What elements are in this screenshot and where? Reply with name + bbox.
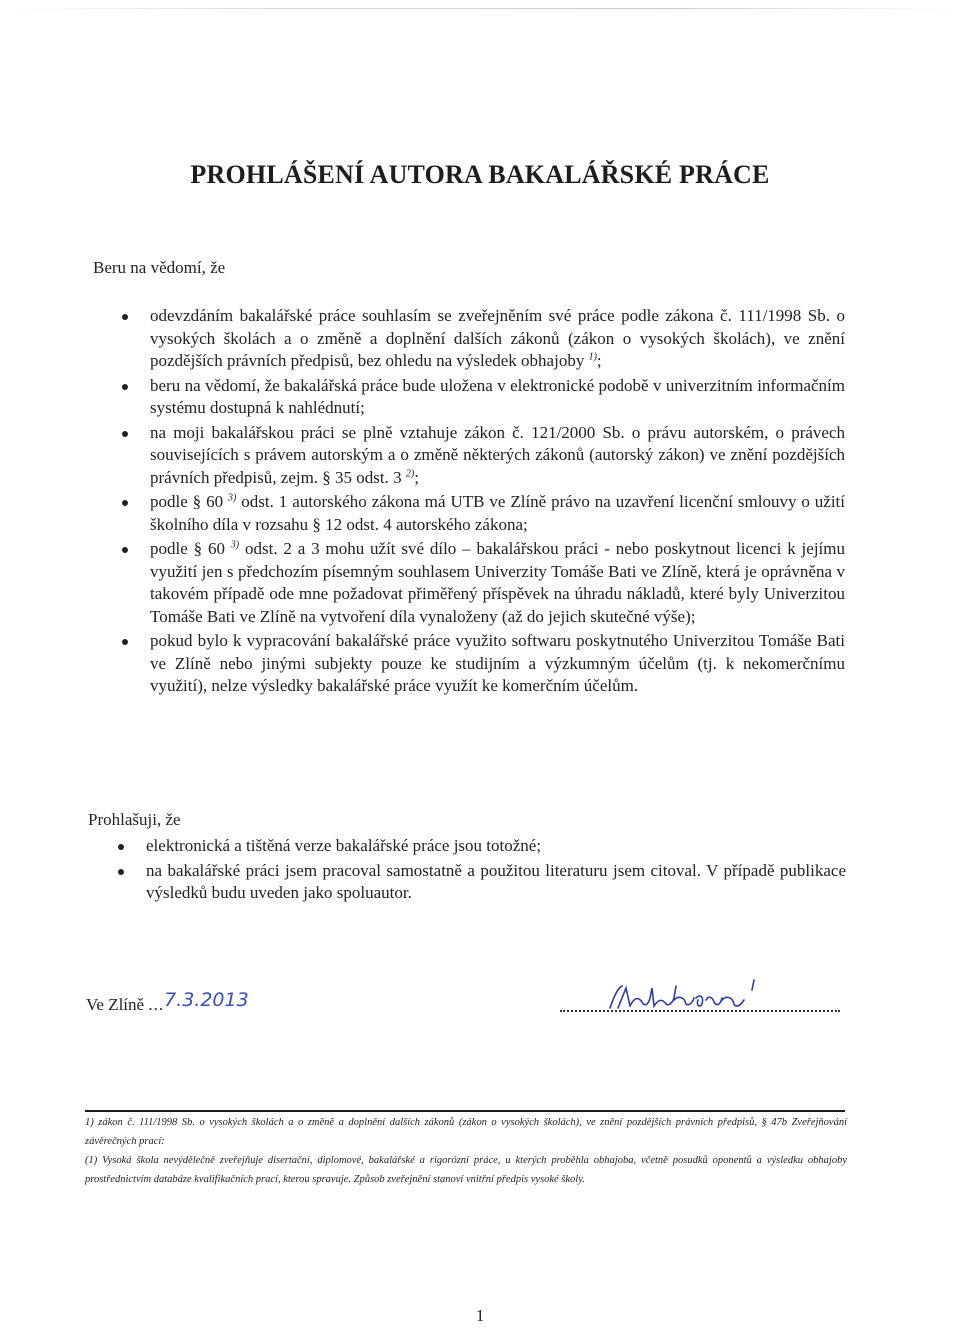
place-date-line	[86, 989, 249, 1015]
place-label: Ve Zlíně	[86, 995, 145, 1014]
footnote: (1) Vysoká škola nevýdělečně zveřejňuje disertační, diplomové, bakalářské a rigorózní práce, u kterých proběhla obhajoba, včetně posudků oponentů a výsledku obhajoby prostřednictvím databáze kvalifikačních prací, kterou spravuje. Způsob zveřejnění stanoví vnitřní předpis vysoké školy.	[85, 1155, 847, 1185]
list-item: na bakalářské práci jsem pracoval samostatně a použitou literaturu jsem citoval. V případě publikace výsledků budu uveden jako spoluautor.	[116, 860, 846, 905]
list-item: pokud bylo k vypracování bakalářské práce využito softwaru poskytnutého Univerzitou Tomáše Bati ve Zlíně nebo jinými subjekty pouze ke studijním a výzkumným účelům (tj. k nekomerčnímu využití), nelze výsledky bakalářské práce využít ke komerčním účelům.	[120, 630, 845, 698]
handwritten-signature	[604, 978, 764, 1018]
footnote: 1) zákon č. 111/1998 Sb. o vysokých školách a o změně a doplnění dalších zákonů (zákon o vysokých školách), ve znění pozdějších právních předpisů, § 47b Zveřejňování závěrečných prací:	[85, 1117, 847, 1147]
acknowledgement-list	[120, 305, 845, 700]
list-item: podle § 60 $^{3)}$ odst. 2 a 3 mohu užít své dílo – bakalářskou práci - nebo poskytnout licenci k jejímu využití jen s předchozím písemným souhlasem Univerzity Tomáše Bati ve Zlíně, která je oprávněna v takovém případě ode mne požadovat přiměřený příspěvek na úhradu nákladů, které byly Univerzitou Tomáše Bati ve Zlíně na vytvoření díla vynaloženy (až do jejich skutečné výše);	[120, 538, 845, 628]
footnote-rule	[85, 1110, 845, 1112]
intro-text: Beru na vědomí, že	[93, 258, 226, 277]
handwritten-date: 7.3.2013	[164, 989, 249, 1011]
page-number: 1	[475, 1306, 485, 1325]
list-item: podle § 60 $^{3)}$ odst. 1 autorského zákona má UTB ve Zlíně právo na uzavření licenční smlouvy o užití školního díla v rozsahu § 12 odst. 4 autorského zákona;	[120, 491, 845, 536]
declaration-list	[116, 835, 846, 907]
list-item: odevzdáním bakalářské práce souhlasím se zveřejněním své práce podle zákona č. 111/1998 Sb. o vysokých školách a o změně a doplnění dalších zákonů (zákon o vysokých školách), ve znění pozdějších právních předpisů, bez ohledu na výsledek obhajoby $^{1)}$;	[120, 305, 845, 373]
list-item: elektronická a tištěná verze bakalářské práce jsou totožné;	[116, 835, 846, 858]
list-item: na moji bakalářskou práci se plně vztahuje zákon č. 121/2000 Sb. o právu autorském, o právech souvisejících s právem autorským a o změně některých zákonů (autorský zákon) ve znění pozdějších právních předpisů, zejm. § 35 odst. 3 $^{2)}$;	[120, 422, 845, 490]
footnotes	[85, 1113, 847, 1189]
place-dots: ...	[148, 995, 165, 1014]
scan-edge-line	[0, 8, 960, 9]
list-item: beru na vědomí, že bakalářská práce bude uložena v elektronické podobě v univerzitním informačním systému dostupná k nahlédnutí;	[120, 375, 845, 420]
document-title: PROHLÁŠENÍ AUTORA BAKALÁŘSKÉ PRÁCE	[190, 160, 770, 189]
declaration-heading: Prohlašuji, že	[88, 810, 181, 829]
